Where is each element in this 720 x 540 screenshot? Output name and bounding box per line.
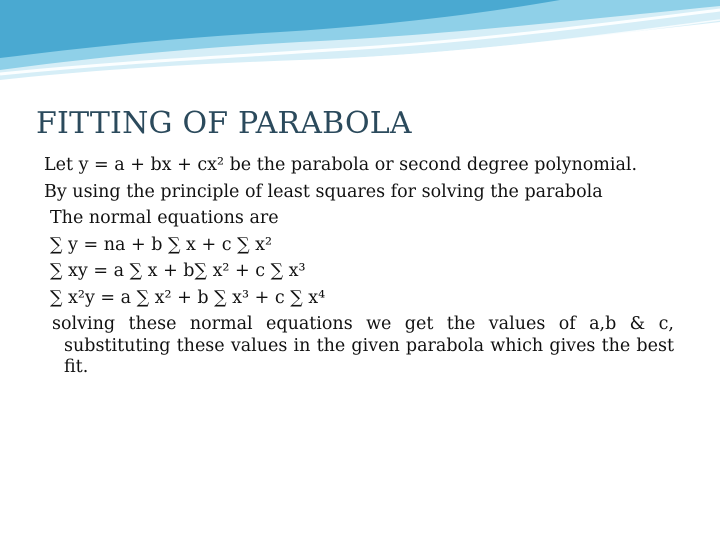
body-conclusion: solving these normal equations we get the values of a,b & c, substituting these values in the given parabola which gives the best fit. <box>52 314 674 377</box>
slide-title: FITTING OF PARABOLA <box>36 106 412 141</box>
body-line-definition: Let y = a + bx + cx² be the parabola or second degree polynomial. <box>44 155 638 175</box>
equation-2: ∑ xy = a ∑ x + b∑ x² + c ∑ x³ <box>50 261 306 281</box>
slide-body <box>44 152 674 379</box>
body-line-normal-equations-heading: The normal equations are <box>50 208 279 228</box>
wave-header-decoration <box>0 0 720 90</box>
equation-1: ∑ y = na + b ∑ x + c ∑ x² <box>50 234 273 255</box>
body-line-principle: By using the principle of least squares for solving the parabola <box>44 181 603 202</box>
equation-3: ∑ x²y = a ∑ x² + b ∑ x³ + c ∑ x⁴ <box>50 287 326 308</box>
